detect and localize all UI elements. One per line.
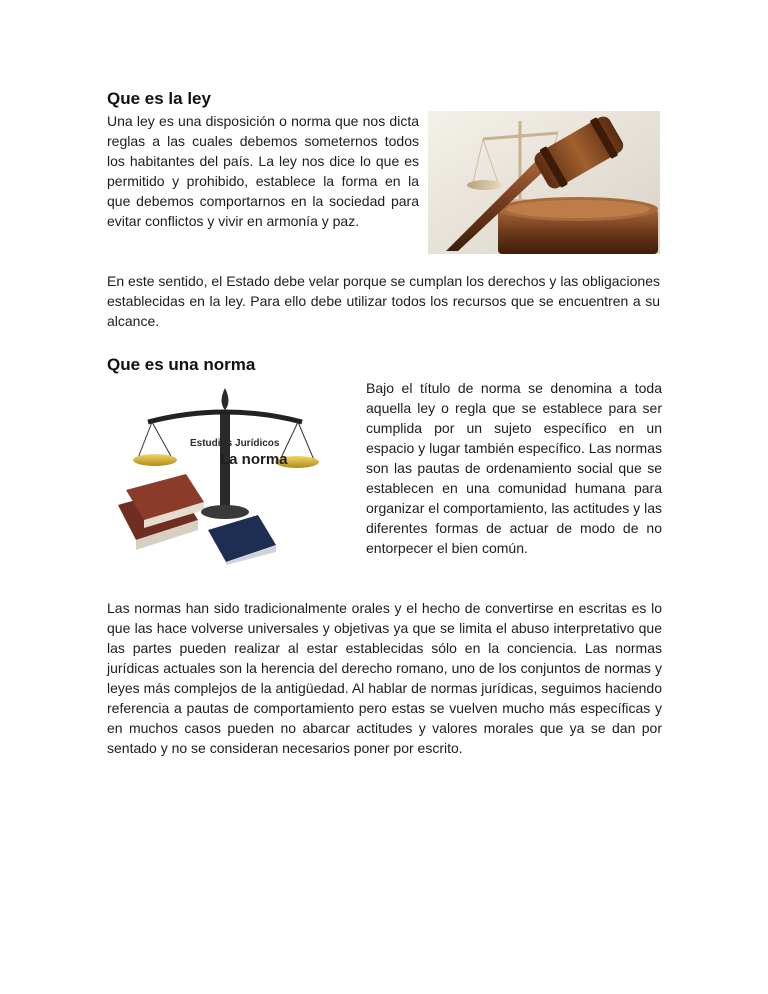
gavel-scales-image <box>428 111 660 254</box>
label-la-norma: La norma <box>220 451 288 468</box>
label-estudios-juridicos: Estudios Jurídicos <box>190 438 280 449</box>
paragraph-norma-body: Las normas han sido tradicionalmente orales y el hecho de convertirse en escritas es lo que las hace volverse universales y objetivas ya que se limita el abuso interpretativo que las partes pueden realizar al estar establecidas sólo en la conciencia. Las normas jurídicas actuales son la herencia del derecho romano, uno de los conjuntos de normas y leyes más complejos de la antigüedad. Al hablar de normas jurídicas, seguimos haciendo referencia a pautas de comportamiento pero estas se vuelven mucho más específicas y en muchos casos pueden no abarcar actitudes y valores morales que ya se dan por sentado y no se consideran necesarios poner por escrito. <box>107 600 662 756</box>
paragraph-ley-intro: Una ley es una disposición o norma que nos dicta reglas a las cuales debemos someternos todos los habitantes del país. La ley nos dice lo que es permitido y prohibido, establece la forma en la que debemos comportarnos en la sociedad para evitar conflictos y vivir en armonía y paz. <box>107 113 419 229</box>
heading-que-es-la-ley: Que es la ley <box>107 89 211 108</box>
heading-que-es-una-norma: Que es una norma <box>107 355 256 374</box>
la-norma-image <box>108 380 340 565</box>
scales-books-illustration <box>108 380 340 565</box>
gavel-illustration <box>428 111 660 254</box>
paragraph-ley-body: En este sentido, el Estado debe velar porque se cumplan los derechos y las obligaciones establecidas en la ley. Para ello debe utilizar todos los recursos que se encuentren a su alcance. <box>107 273 660 329</box>
paragraph-norma-intro: Bajo el título de norma se denomina a toda aquella ley o regla que se establece para ser cumplida por un sujeto específico en un espacio y lugar también específico. Las normas son las pautas de ordenamiento social que se establecen en una comunidad humana para organizar el comportamiento, las actitudes y las diferentes formas de actuar de modo de no entorpecer el bien común. <box>366 380 662 556</box>
